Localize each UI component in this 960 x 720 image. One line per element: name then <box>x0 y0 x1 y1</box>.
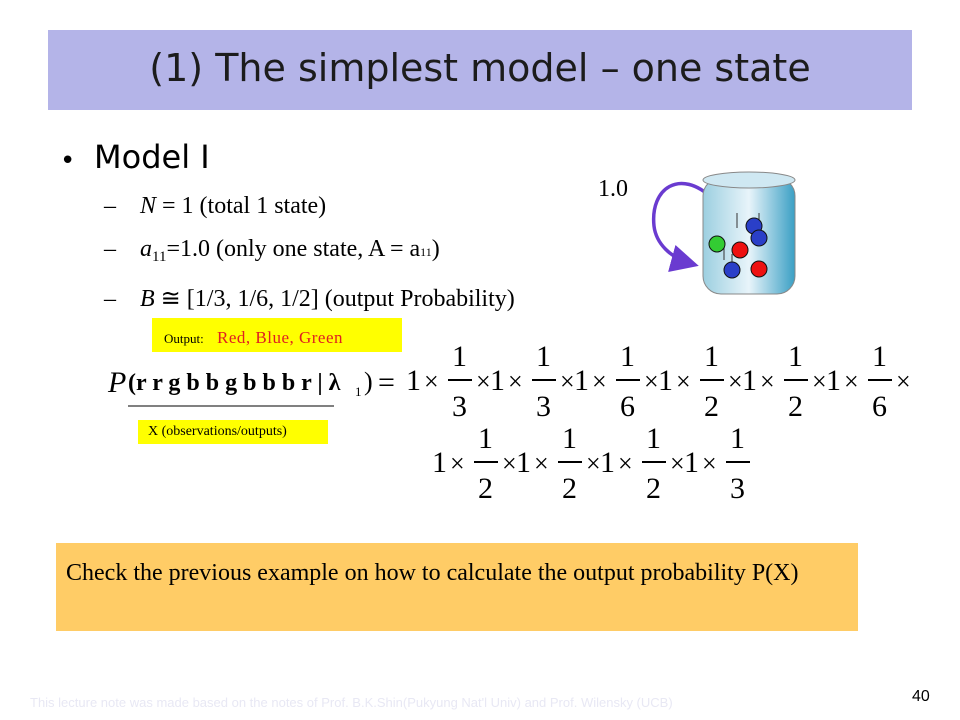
formula-times: × <box>534 449 549 478</box>
note-box <box>56 543 858 631</box>
formula-times: × <box>670 449 685 478</box>
formula-times: × <box>618 449 633 478</box>
formula-one: 1 <box>684 446 699 479</box>
var-a-subscript: 11 <box>152 249 167 265</box>
dash-icon: – <box>104 193 116 219</box>
observation-label: X (observations/outputs) <box>148 424 287 439</box>
sub-item-b-text: ≅ [1/3, 1/6, 1/2] (output Probability) <box>154 286 515 312</box>
formula-row-2 <box>432 422 750 505</box>
formula-times: × <box>508 367 523 396</box>
bullet-dot-icon: • <box>60 146 76 176</box>
fraction-numerator: 1 <box>646 422 661 455</box>
title-bar <box>48 30 912 110</box>
fraction-numerator: 1 <box>536 340 551 373</box>
blue-ball-icon <box>724 262 740 278</box>
fraction-denominator: 2 <box>646 472 661 505</box>
dash-icon: – <box>104 236 116 262</box>
fraction-numerator: 1 <box>704 340 719 373</box>
formula-one: 1 <box>490 364 505 397</box>
urn-diagram <box>640 168 800 298</box>
formula-p: P <box>108 366 127 399</box>
fraction-numerator: 1 <box>730 422 745 455</box>
formula-times: × <box>560 367 575 396</box>
sub-item-n-text: = 1 (total 1 state) <box>156 193 327 219</box>
footer-credit: This lecture note was made based on the notes of Prof. B.K.Shin(Pukyung Nat'l Univ) and Prof. Wilensky (UCB) <box>30 695 673 710</box>
page-number: 40 <box>912 688 930 705</box>
formula-times: × <box>844 367 859 396</box>
fraction-denominator: 2 <box>704 390 719 423</box>
fraction-denominator: 2 <box>562 472 577 505</box>
sub-item-a <box>104 236 440 266</box>
formula-one: 1 <box>432 446 447 479</box>
output-values: Red, Blue, Green <box>217 328 344 347</box>
fraction-numerator: 1 <box>620 340 635 373</box>
formula-lambda-subscript: 1 <box>355 384 362 399</box>
formula-equals: = <box>378 366 395 399</box>
formula-times: × <box>476 367 491 396</box>
fraction-denominator: 2 <box>478 472 493 505</box>
fraction-denominator: 6 <box>620 390 635 423</box>
formula-one: 1 <box>658 364 673 397</box>
fraction-numerator: 1 <box>452 340 467 373</box>
formula-sequence: (r r g b b g b b b r | λ <box>128 370 341 396</box>
fraction-denominator: 3 <box>730 472 745 505</box>
note-text: Check the previous example on how to calculate the output probability P(X) <box>66 560 799 586</box>
red-ball-icon <box>751 261 767 277</box>
sub-item-a-tail: ) <box>431 236 440 262</box>
formula-times: × <box>896 367 911 396</box>
formula-times: × <box>644 367 659 396</box>
green-ball-icon <box>709 236 725 252</box>
output-prefix: Output: <box>164 331 204 346</box>
formula-one: 1 <box>516 446 531 479</box>
fraction-denominator: 2 <box>788 390 803 423</box>
fraction-numerator: 1 <box>788 340 803 373</box>
red-ball-icon <box>732 242 748 258</box>
formula-times: × <box>586 449 601 478</box>
formula-times: × <box>702 449 717 478</box>
slide-title: (1) The simplest model – one state <box>149 46 811 90</box>
formula-times: × <box>450 449 465 478</box>
sub-item-b <box>104 284 515 313</box>
sub-item-n <box>104 193 326 220</box>
var-a: a <box>140 236 152 262</box>
formula-one: 1 <box>826 364 841 397</box>
formula-one: 1 <box>600 446 615 479</box>
observation-label-box <box>138 420 328 444</box>
formula-times: × <box>424 367 439 396</box>
bullet-label: Model I <box>94 138 210 176</box>
formula-one: 1 <box>406 364 421 397</box>
fraction-denominator: 3 <box>536 390 551 423</box>
fraction-numerator: 1 <box>562 422 577 455</box>
transition-probability-label: 1.0 <box>598 176 628 202</box>
formula-one: 1 <box>742 364 757 397</box>
formula-row-1 <box>406 340 911 423</box>
fraction-numerator: 1 <box>872 340 887 373</box>
fraction-denominator: 6 <box>872 390 887 423</box>
var-n: N <box>140 193 157 219</box>
fraction-denominator: 3 <box>452 390 467 423</box>
dash-icon: – <box>104 286 116 312</box>
formula-times: × <box>502 449 517 478</box>
fraction-numerator: 1 <box>478 422 493 455</box>
urn-top <box>703 172 795 188</box>
var-b: B <box>140 286 155 312</box>
formula-times: × <box>812 367 827 396</box>
formula-times: × <box>728 367 743 396</box>
formula-times: × <box>676 367 691 396</box>
formula-one: 1 <box>574 364 589 397</box>
a-subscript-small: 11 <box>420 245 432 259</box>
formula-times: × <box>760 367 775 396</box>
formula-times: × <box>592 367 607 396</box>
formula-close-paren: ) <box>364 367 373 396</box>
blue-ball-icon <box>751 230 767 246</box>
sub-item-a-text: =1.0 (only one state, A = a <box>166 236 421 262</box>
